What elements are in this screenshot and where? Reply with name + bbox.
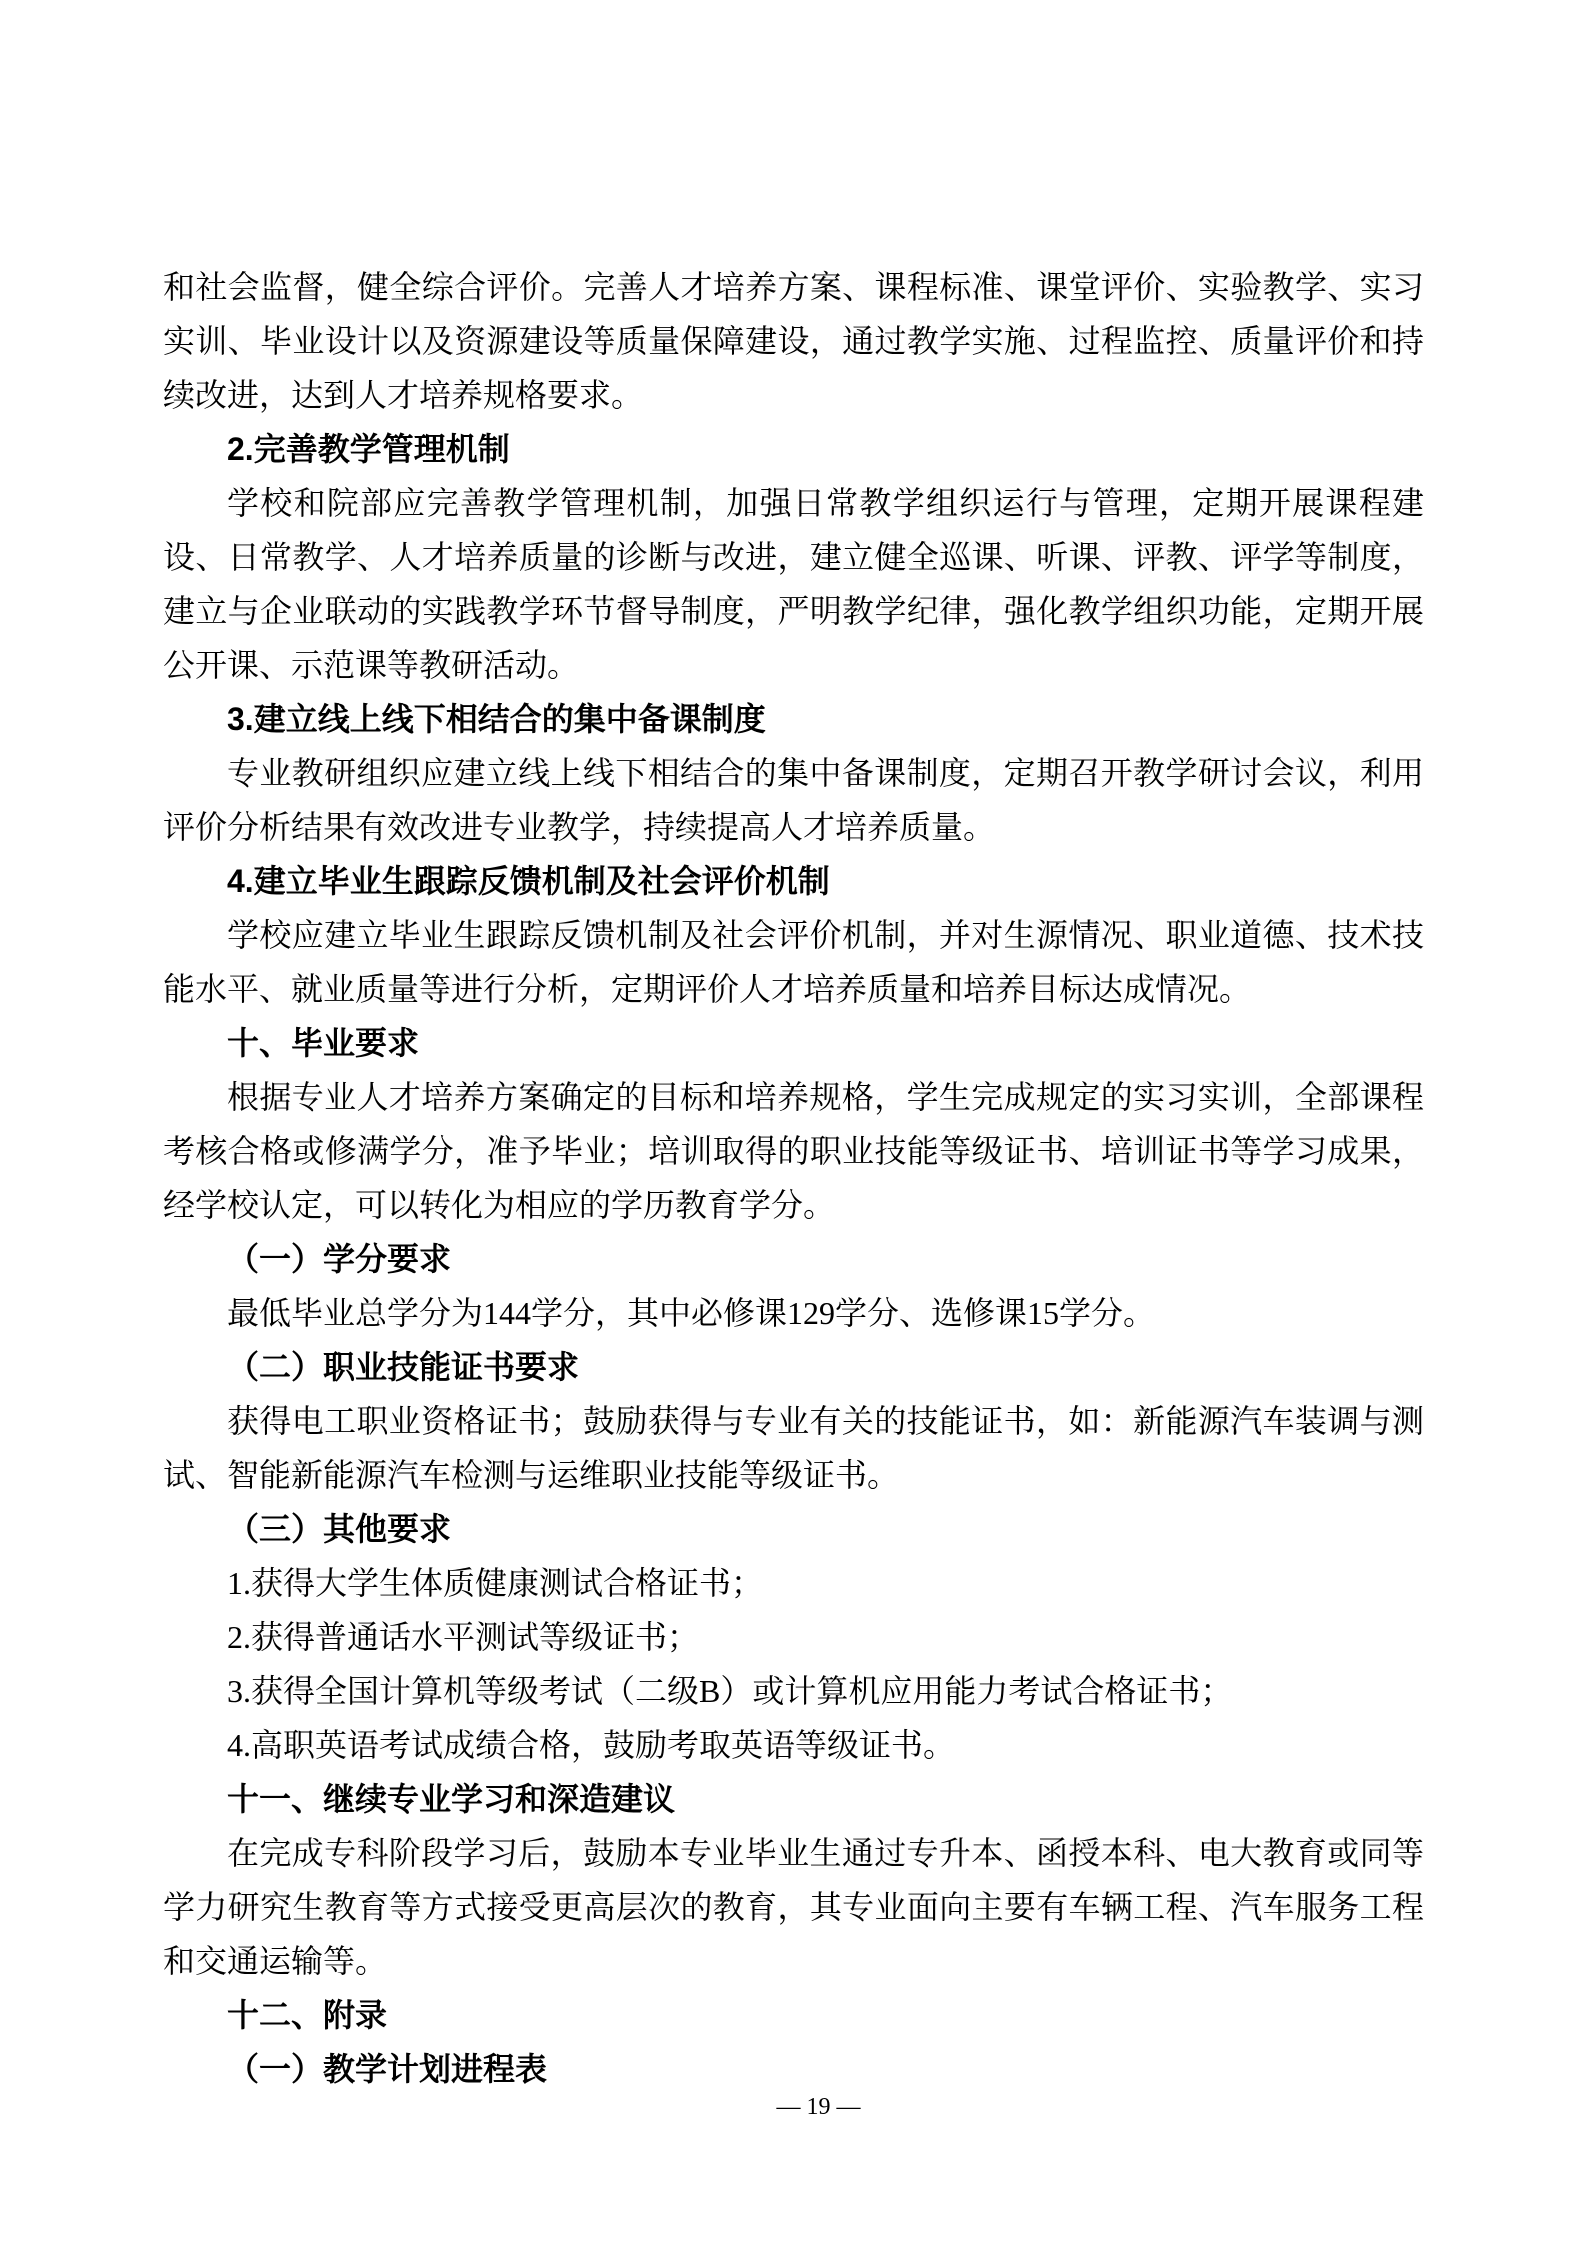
subsection-heading: 2.完善教学管理机制	[227, 431, 510, 467]
paragraph: 专业教研组织应建立线上线下相结合的集中备课制度，定期召开教学研讨会议，利用评价分析结果有效改进专业教学，持续提高人才培养质量。	[163, 755, 1424, 845]
continued-paragraph: 和社会监督，健全综合评价。完善人才培养方案、课程标准、课堂评价、实验教学、实习实训、毕业设计以及资源建设等质量保障建设，通过教学实施、过程监控、质量评价和持续改进，达到人才培养规格要求。	[163, 269, 1424, 413]
subsection-heading: 3.建立线上线下相结合的集中备课制度	[227, 701, 766, 737]
paragraph: 学校和院部应完善教学管理机制，加强日常教学组织运行与管理，定期开展课程建设、日常教学、人才培养质量的诊断与改进，建立健全巡课、听课、评教、评学等制度，建立与企业联动的实践教学环节督导制度，严明教学纪律，强化教学组织功能，定期开展公开课、示范课等教研活动。	[163, 485, 1424, 683]
document-body	[163, 260, 1424, 2096]
subsection-heading: 4.建立毕业生跟踪反馈机制及社会评价机制	[227, 863, 830, 899]
paragraph: 获得电工职业资格证书；鼓励获得与专业有关的技能证书，如：新能源汽车装调与测试、智能新能源汽车检测与运维职业技能等级证书。	[163, 1403, 1424, 1493]
subsection-heading: （二）职业技能证书要求	[227, 1349, 580, 1385]
list-item: 2.获得普通话水平测试等级证书；	[227, 1619, 700, 1655]
list-item: 3.获得全国计算机等级考试（二级B）或计算机应用能力考试合格证书；	[227, 1673, 1233, 1709]
list-item: 4.高职英语考试成绩合格，鼓励考取英语等级证书。	[227, 1727, 956, 1763]
paragraph: 在完成专科阶段学习后，鼓励本专业毕业生通过专升本、函授本科、电大教育或同等学力研究生教育等方式接受更高层次的教育，其专业面向主要有车辆工程、汽车服务工程和交通运输等。	[163, 1835, 1424, 1979]
page-number: — 19 —	[776, 2094, 861, 2120]
subsection-heading: （一）教学计划进程表	[227, 2051, 548, 2087]
page-footer	[50, 2092, 1587, 2122]
paragraph: 学校应建立毕业生跟踪反馈机制及社会评价机制，并对生源情况、职业道德、技术技能水平、就业质量等进行分析，定期评价人才培养质量和培养目标达成情况。	[163, 917, 1424, 1007]
list-item: 1.获得大学生体质健康测试合格证书；	[227, 1565, 764, 1601]
section-heading: 十、毕业要求	[227, 1025, 420, 1061]
paragraph: 根据专业人才培养方案确定的目标和培养规格，学生完成规定的实习实训，全部课程考核合格或修满学分，准予毕业；培训取得的职业技能等级证书、培训证书等学习成果，经学校认定，可以转化为相应的学历教育学分。	[163, 1079, 1424, 1223]
paragraph: 最低毕业总学分为144学分，其中必修课129学分、选修课15学分。	[227, 1295, 1156, 1331]
subsection-heading: （一）学分要求	[227, 1241, 452, 1277]
subsection-heading: （三）其他要求	[227, 1511, 452, 1547]
section-heading: 十二、附录	[227, 1997, 388, 2033]
section-heading: 十一、继续专业学习和深造建议	[227, 1781, 676, 1817]
